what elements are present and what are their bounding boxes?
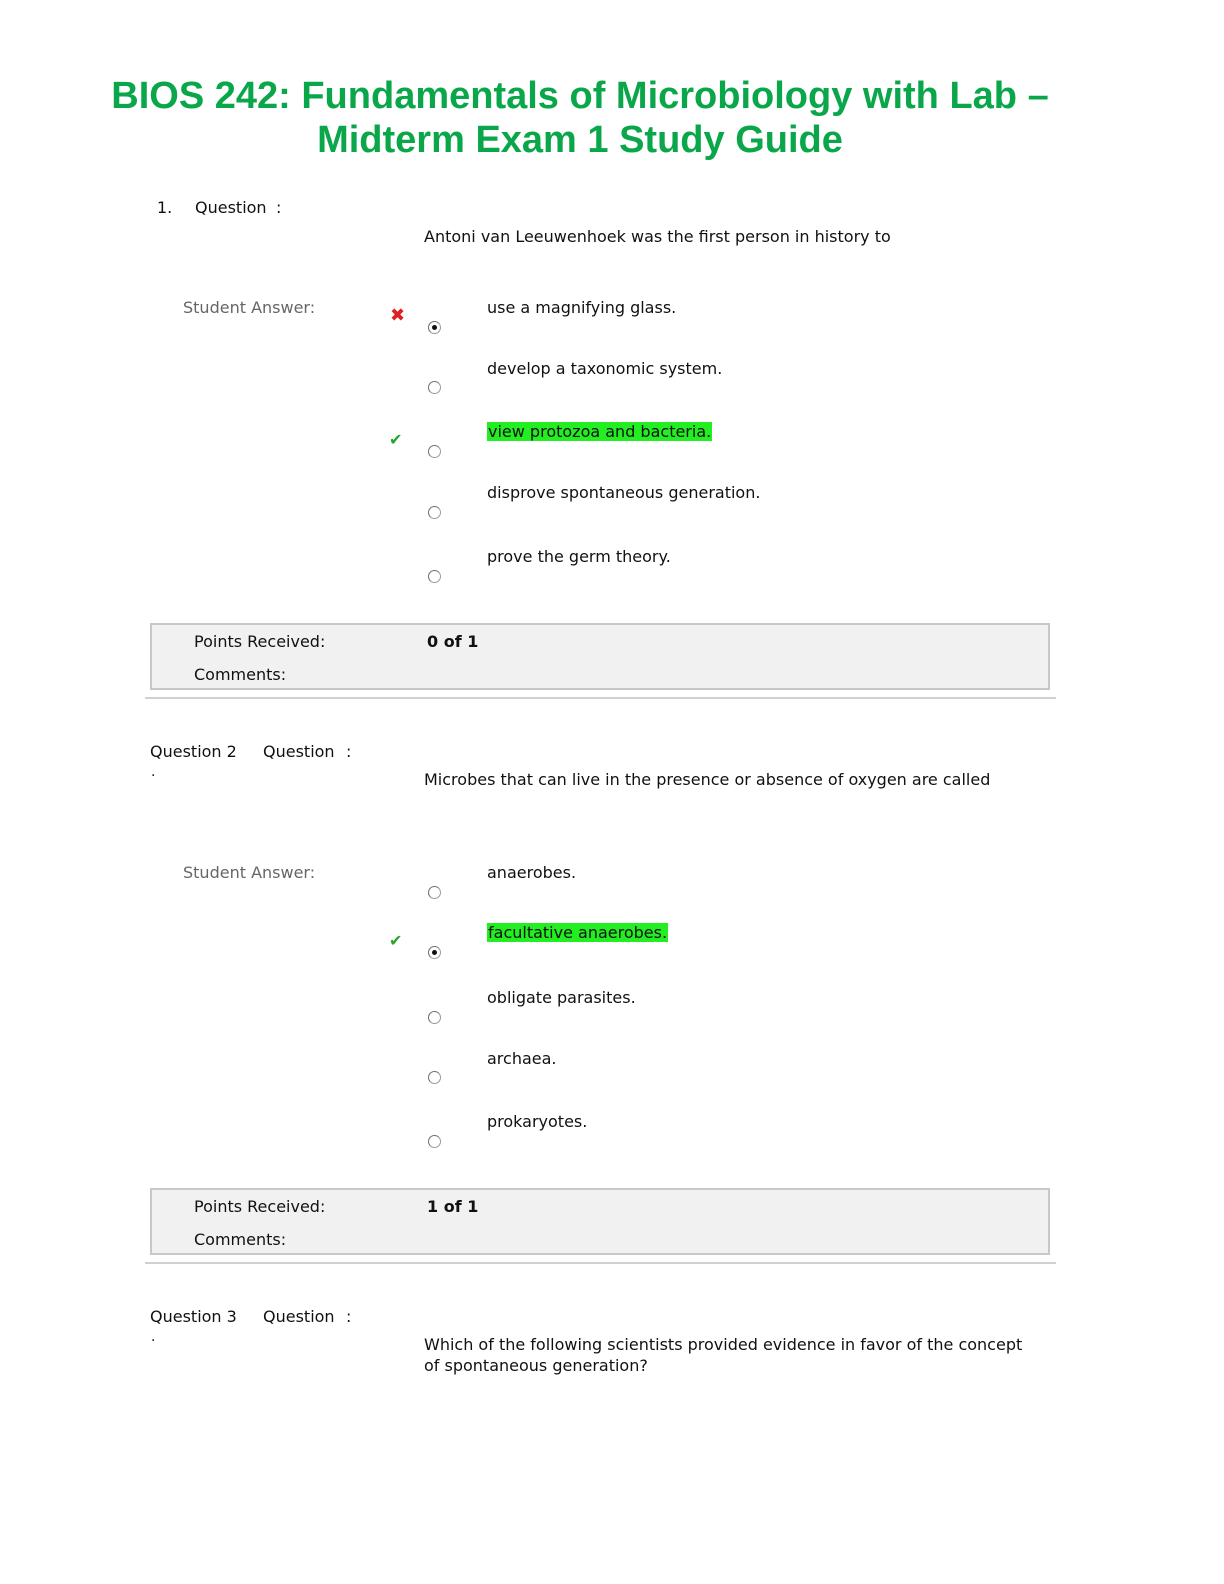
question-2-text: Microbes that can live in the presence or absence of oxygen are called	[424, 770, 991, 789]
q2-points-box	[150, 1188, 1050, 1255]
question-1-text: Antoni van Leeuwenhoek was the first person in history to	[424, 227, 891, 246]
comments-label: Comments:	[194, 665, 287, 684]
q1-option-5-text: prove the germ theory.	[487, 547, 671, 566]
title-line-1: BIOS 242: Fundamentals of Microbiology with Lab –	[111, 75, 1049, 117]
q1-option-5-radio[interactable]	[428, 570, 441, 583]
question-2-colon: :	[346, 742, 352, 761]
question-3-label: Question	[263, 1307, 335, 1326]
q2-option-1-radio[interactable]	[428, 886, 441, 899]
q2-option-2-text: facultative anaerobes.	[488, 923, 668, 942]
divider	[145, 1262, 1056, 1264]
question-1-number: 1.	[157, 198, 173, 217]
q1-option-2-radio[interactable]	[428, 381, 441, 394]
q2-option-5-radio[interactable]	[428, 1135, 441, 1148]
correct-check-icon: ✔	[389, 430, 403, 449]
question-1-student-answer-label: Student Answer:	[183, 298, 316, 317]
q2-option-5-text: prokaryotes.	[487, 1112, 588, 1131]
q1-points-box	[150, 623, 1050, 690]
q2-option-3-text: obligate parasites.	[487, 988, 636, 1007]
incorrect-x-icon: ✖	[390, 305, 406, 326]
q1-option-3-text: view protozoa and bacteria.	[488, 422, 712, 441]
divider	[145, 697, 1056, 699]
points-received-label: Points Received:	[194, 632, 326, 651]
question-1-colon: :	[276, 198, 282, 217]
q1-option-4-text: disprove spontaneous generation.	[487, 483, 761, 502]
question-3-dot: .	[151, 1329, 156, 1345]
question-2-label: Question	[263, 742, 335, 761]
question-1-label: Question	[195, 198, 267, 217]
q1-points-value: 0 of 1	[427, 632, 479, 651]
question-3-number: Question 3	[150, 1307, 237, 1326]
q2-points-value: 1 of 1	[427, 1197, 479, 1216]
q1-option-3-radio[interactable]	[428, 445, 441, 458]
comments-label: Comments:	[194, 1230, 287, 1249]
points-received-label: Points Received:	[194, 1197, 326, 1216]
q2-option-4-radio[interactable]	[428, 1071, 441, 1084]
correct-check-icon: ✔	[389, 931, 403, 950]
q2-option-4-text: archaea.	[487, 1049, 557, 1068]
q2-option-2-radio[interactable]	[428, 946, 441, 959]
question-3-colon: :	[346, 1307, 352, 1326]
page-title	[60, 74, 1100, 162]
q1-option-1-text: use a magnifying glass.	[487, 298, 677, 317]
q1-option-1-radio[interactable]	[428, 321, 441, 334]
title-line-2: Midterm Exam 1 Study Guide	[317, 119, 843, 161]
question-2-student-answer-label: Student Answer:	[183, 863, 316, 882]
q2-option-1-text: anaerobes.	[487, 863, 577, 882]
q1-option-4-radio[interactable]	[428, 506, 441, 519]
q2-option-3-radio[interactable]	[428, 1011, 441, 1024]
question-2-number: Question 2	[150, 742, 237, 761]
q1-option-2-text: develop a taxonomic system.	[487, 359, 723, 378]
question-3-text: Which of the following scientists provided evidence in favor of the concept of spontaneous generation?	[424, 1335, 1023, 1375]
question-2-dot: .	[151, 764, 156, 780]
